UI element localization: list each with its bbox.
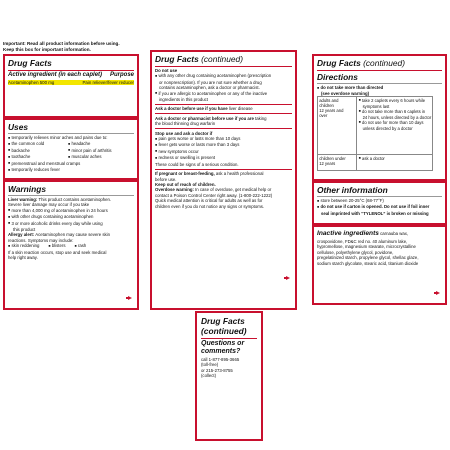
- other-information-title: Other information: [317, 185, 388, 195]
- uses-fever: ■ temporarily reduces fever: [8, 167, 134, 173]
- inactive-ingredients-title: Inactive ingredients: [317, 230, 379, 237]
- ask-pharmacist-heading: Ask a doctor or pharmacist before use if you are: [155, 115, 254, 121]
- liver-warning-text-2: Severe liver damage may occur if you take: [8, 202, 90, 208]
- stop-item: ■ redness or swelling is present: [155, 155, 292, 161]
- use-item: ■ headache: [68, 141, 112, 147]
- dosage-instruction: ■ take 2 caplets every 6 hours while: [359, 98, 432, 104]
- stop-item: ■ fever gets worse or lasts more than 3 days: [155, 142, 292, 148]
- liver-bullet: ■ 3 or more alcoholic drinks every day while using: [8, 221, 134, 227]
- dosage-group-label: 12 years and: [319, 107, 344, 113]
- purpose-label: Purpose: [109, 72, 134, 78]
- pregnancy-text-2: before use.: [155, 176, 177, 182]
- inactive-line: hypromellose, magnesium stearate, microcrystalline: [317, 244, 416, 250]
- dosage-group-label: 12 years: [319, 160, 336, 166]
- allergy-alert-label: Allergy alert:: [8, 232, 35, 238]
- uses-box: [3, 118, 139, 180]
- dosage-group-label: children: [319, 102, 334, 108]
- pregnancy-heading: If pregnant or breast-feeding,: [155, 171, 215, 177]
- directions-title: Directions: [317, 72, 358, 82]
- active-ingredient-label: Active ingredient (in each caplet): [8, 72, 103, 78]
- panel-2-title-text: Drug Facts: [155, 54, 199, 64]
- drug-facts-header-box: [3, 54, 139, 118]
- dosage-group-label: adults and: [319, 97, 339, 103]
- allergy-tail-2: help right away.: [8, 255, 38, 261]
- active-ingredient-row: [8, 80, 134, 85]
- use-item: ■ minor pain of arthritis: [68, 148, 112, 154]
- continue-arrow-icon: [436, 291, 440, 295]
- panel-4-title: Drug Facts: [201, 316, 245, 326]
- panel-3-continued: (continued): [363, 58, 405, 68]
- dosage-instruction: unless directed by a doctor: [362, 125, 413, 131]
- allergy-symptom: ■ skin reddening: [8, 243, 39, 249]
- continue-arrow-icon: [286, 276, 290, 280]
- continue-arrow-icon: [128, 296, 132, 300]
- panel-2-continued: (continued): [201, 54, 243, 64]
- inactive-line: sodium starch glycolate, stearic acid, titanium dioxide: [317, 260, 419, 266]
- liver-bullet: ■ with other drugs containing acetaminophen: [8, 214, 134, 220]
- important-note: [3, 41, 120, 53]
- keep-out-of-reach: Keep out of reach of children.: [155, 181, 216, 187]
- active-ingredient-value: Acetaminophen 500 mg: [8, 79, 55, 85]
- directions-table: [317, 96, 433, 171]
- panel-4-continued: (continued): [201, 326, 247, 336]
- other-info-item: ■ store between 20-25°C (68-77°F): [317, 198, 442, 204]
- use-item: ■ toothache: [8, 154, 68, 160]
- do-not-use-heading: Do not use: [155, 68, 178, 73]
- dnu-line: or nonprescription). If you are not sure whether a drug: [159, 79, 262, 85]
- dosage-instruction: ■ ask a doctor: [359, 156, 432, 162]
- allergy-tail-1: If a skin reaction occurs, stop use and seek medical: [8, 249, 107, 255]
- dosage-instruction: symptoms last: [362, 103, 390, 109]
- dnu-line: ingredients in this product: [159, 97, 208, 103]
- inactive-line: pregelatinized starch, propylene glycol, shellac glaze,: [317, 255, 419, 261]
- panel-1-title: Drug Facts: [8, 58, 52, 68]
- stop-item: ■ new symptoms occur: [155, 149, 292, 155]
- tollfree-label: (toll-free): [201, 362, 219, 368]
- allergy-symptom: ■ rash: [74, 243, 86, 249]
- dosage-instruction: ■ do not take more than 6 caplets in: [359, 109, 432, 115]
- active-ingredient-header: [8, 72, 134, 80]
- dosage-group-label: children under: [319, 155, 346, 161]
- panel-4: [195, 311, 263, 441]
- directions-bullet: ■ do not take more than directed: [317, 85, 442, 91]
- dnu-line: ■ with any other drug containing acetaminophen (prescription: [155, 73, 292, 79]
- panel-3-title-text: Drug Facts: [317, 58, 361, 68]
- stop-use-heading: Stop use and ask a doctor if: [155, 130, 213, 136]
- inactive-line: carnauba wax,: [378, 231, 409, 236]
- panel-3-title: [317, 58, 442, 68]
- overdose-text: children even if you do not notice any signs or symptoms.: [155, 203, 265, 209]
- warnings-title: Warnings: [8, 184, 47, 194]
- use-item: ■ muscular aches: [68, 154, 112, 160]
- uses-intro: ■ temporarily relieves minor aches and pains due to:: [8, 135, 134, 141]
- phone-tollfree-text: call 1-877-895-3665: [201, 357, 240, 362]
- use-item: ■ premenstrual and menstrual cramps: [8, 161, 134, 167]
- questions-heading-1: Questions or: [201, 340, 245, 347]
- dosage-instruction: 24 hours, unless directed by a doctor: [362, 114, 432, 120]
- panel-2-title: [155, 54, 292, 64]
- other-info-item: ■ do not use if carton is opened. Do not use if foil inner: [317, 204, 442, 210]
- collect-label: (collect): [201, 373, 217, 379]
- dnu-line: contains acetaminophen, ask a doctor or pharmacist.: [159, 85, 260, 91]
- liver-warning-label: Liver warning:: [8, 197, 38, 202]
- ask-doctor-text: liver disease: [227, 106, 253, 112]
- liver-warning-text: This product contains acetaminophen.: [37, 197, 112, 202]
- dosage-group-label: over: [319, 112, 328, 118]
- important-note-line-2: Keep this box for important information.: [3, 47, 91, 52]
- use-item: ■ the common cold: [8, 141, 68, 147]
- allergy-symptom: ■ blisters: [48, 243, 65, 249]
- ask-pharmacist-text-2: the blood thinning drug warfarin: [155, 121, 216, 127]
- other-info-item-2: seal imprinted with “TYLENOL” is broken or missing: [321, 210, 429, 216]
- ask-doctor-heading: Ask a doctor before use if you have: [155, 106, 228, 112]
- inactive-line: crospovidone, FD&C red no. 40 aluminum lake,: [317, 239, 408, 244]
- use-item: ■ backache: [8, 148, 68, 154]
- pregnancy-text: ask a health professional: [214, 171, 264, 177]
- liver-tail: this product: [13, 227, 36, 233]
- questions-heading-2: comments?: [201, 348, 241, 355]
- allergy-alert-text-2: reactions. Symptoms may include:: [8, 237, 74, 243]
- inactive-line: cellulose, polyethylene glycol, povidone,: [317, 249, 394, 255]
- important-note-line-1: Important: Read all product information before using.: [3, 41, 120, 46]
- dnu-line: ■ if you are allergic to acetaminophen or any of the inactive: [155, 91, 292, 97]
- uses-title: Uses: [8, 122, 29, 132]
- overdose-text: Quick medical attention is critical for adults as well as for: [155, 198, 263, 204]
- directions-bullet-2: (see overdose warning): [321, 91, 369, 97]
- liver-bullet: ■ more than 4,000 mg of acetaminophen in 24 hours: [8, 208, 134, 214]
- ask-pharmacist-text: taking: [253, 115, 267, 121]
- purpose-value: Pain reliever/fever reducer: [82, 79, 134, 85]
- directions-box: [312, 54, 447, 181]
- dosage-instruction: ■ do not use for more than 10 days: [359, 120, 432, 126]
- allergy-alert-text: Acetaminophen may cause severe skin: [34, 232, 110, 238]
- stop-tail: These could be signs of a serious condition.: [155, 161, 239, 167]
- overdose-label: Overdose warning:: [155, 187, 194, 193]
- phone-collect: or 215-273-8755: [201, 367, 233, 373]
- panel-2: [150, 50, 297, 310]
- inactive-ingredients-box: [312, 225, 447, 305]
- stop-item: ■ pain gets worse or lasts more than 10 days: [155, 136, 292, 142]
- overdose-text: contact a Poison Control Center right away. (1-800-222-1222): [155, 192, 273, 198]
- other-information-box: [312, 181, 447, 225]
- warnings-box: [3, 180, 139, 310]
- overdose-text: In case of overdose, get medical help or: [193, 187, 272, 193]
